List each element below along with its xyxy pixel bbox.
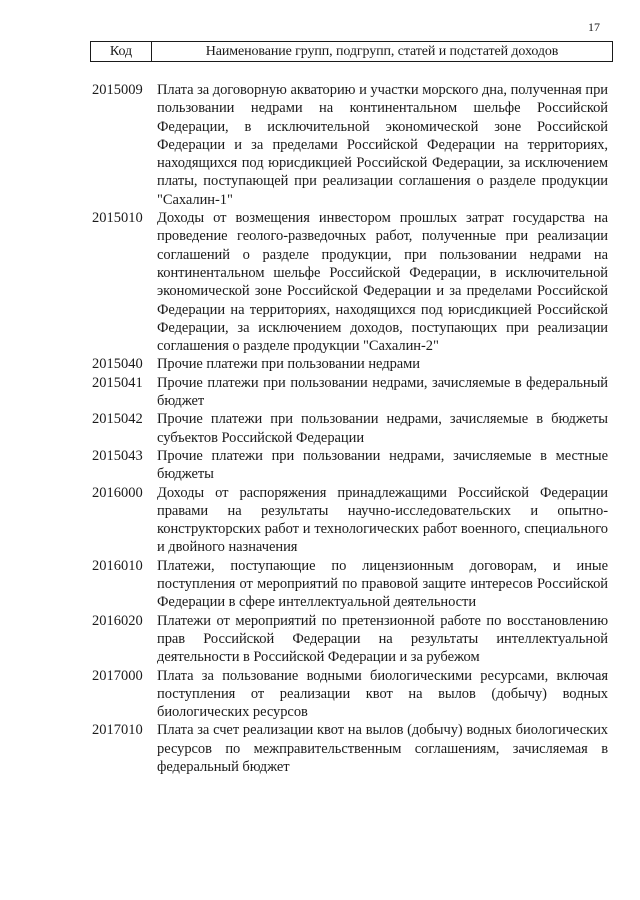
entry-code: 2016010 bbox=[92, 557, 143, 574]
entry-code: 2016000 bbox=[92, 484, 143, 501]
table-header bbox=[90, 41, 613, 62]
list-item bbox=[92, 81, 608, 209]
entry-text: Плата за счет реализации квот на вылов (добычу) водных биологических ресурсов по межправительственным соглашениям, зачисляемая в федеральный бюджет bbox=[157, 722, 608, 775]
list-item bbox=[92, 355, 608, 373]
entry-code: 2015041 bbox=[92, 374, 143, 391]
entry-code: 2015010 bbox=[92, 210, 143, 227]
entry-code: 2015040 bbox=[92, 356, 143, 373]
entry-text: Доходы от распоряжения принадлежащими Российской Федерации правами на результаты научно-исследовательских и опытно-конструкторских работ и технологических работ военного, специального и двойного назначения bbox=[157, 484, 608, 556]
list-item bbox=[92, 612, 608, 667]
list-item bbox=[92, 557, 608, 612]
list-item bbox=[92, 484, 608, 557]
entry-code: 2015009 bbox=[92, 82, 143, 98]
header-name-column: Наименование групп, подгрупп, статей и подстатей доходов bbox=[205, 43, 559, 59]
list-item bbox=[92, 721, 608, 776]
entry-text: Прочие платежи при пользовании недрами, зачисляемые в федеральный бюджет bbox=[157, 374, 608, 410]
entry-text: Прочие платежи при пользовании недрами, зачисляемые в местные бюджеты bbox=[157, 447, 608, 483]
page-number: 17 bbox=[588, 20, 600, 34]
entry-text: Платежи от мероприятий по претензионной работе по восстановлению прав Российской Федерации на результаты интеллектуальной деятельности в Российской Федерации и за рубежом bbox=[157, 612, 608, 666]
list-item bbox=[92, 447, 608, 484]
entry-code: 2016020 bbox=[92, 612, 143, 629]
list-item bbox=[92, 374, 608, 411]
list-item bbox=[92, 410, 608, 447]
entry-code: 2017000 bbox=[92, 667, 143, 684]
entry-text: Прочие платежи при пользовании недрами bbox=[157, 356, 420, 373]
entry-text: Плата за пользование водными биологическими ресурсами, включая поступления от реализации квот на вылов (добычу) водных биологических ресурсов bbox=[157, 667, 608, 721]
entry-code: 2017010 bbox=[92, 722, 143, 739]
entry-text: Платежи, поступающие по лицензионным договорам, и иные поступления от мероприятий по правовой защите интересов Российской Федерации в сфере интеллектуальной деятельности bbox=[157, 557, 608, 611]
entry-text: Прочие платежи при пользовании недрами, зачисляемые в бюджеты субъектов Российской Федерации bbox=[157, 411, 608, 446]
entry-text: Доходы от возмещения инвестором прошлых затрат государства на проведение геолого-разведочных работ, полученные при реализации соглашений о разделе продукции, при пользовании недрами на континентальном шельфе Российской Федерации, в исключительной экономической зоне Российской Федерации и за пределами Российской Федерации на территориях, находящихся под юрисдикцией Российской Федерации, за исключением доходов, поступающих при реализации соглашения о разделе продукции "Сахалин-2" bbox=[157, 210, 608, 355]
entry-code: 2015042 bbox=[92, 411, 143, 428]
header-code-column: Код bbox=[91, 42, 152, 61]
entry-code: 2015043 bbox=[92, 447, 143, 464]
list-item bbox=[92, 667, 608, 722]
list-item bbox=[92, 209, 608, 355]
entry-text: Плата за договорную акваторию и участки морского дна, полученная при пользовании недрами на континентальном шельфе Российской Федерации, в исключительной экономической зоне Российской Федерации и за пределами Российской Федерации на территориях, находящихся под юрисдикцией Российской Федерации, за исключением платы, поступающей при реализации соглашения о разделе продукции "Сахалин-1" bbox=[157, 82, 608, 208]
income-codes-list bbox=[92, 81, 608, 776]
